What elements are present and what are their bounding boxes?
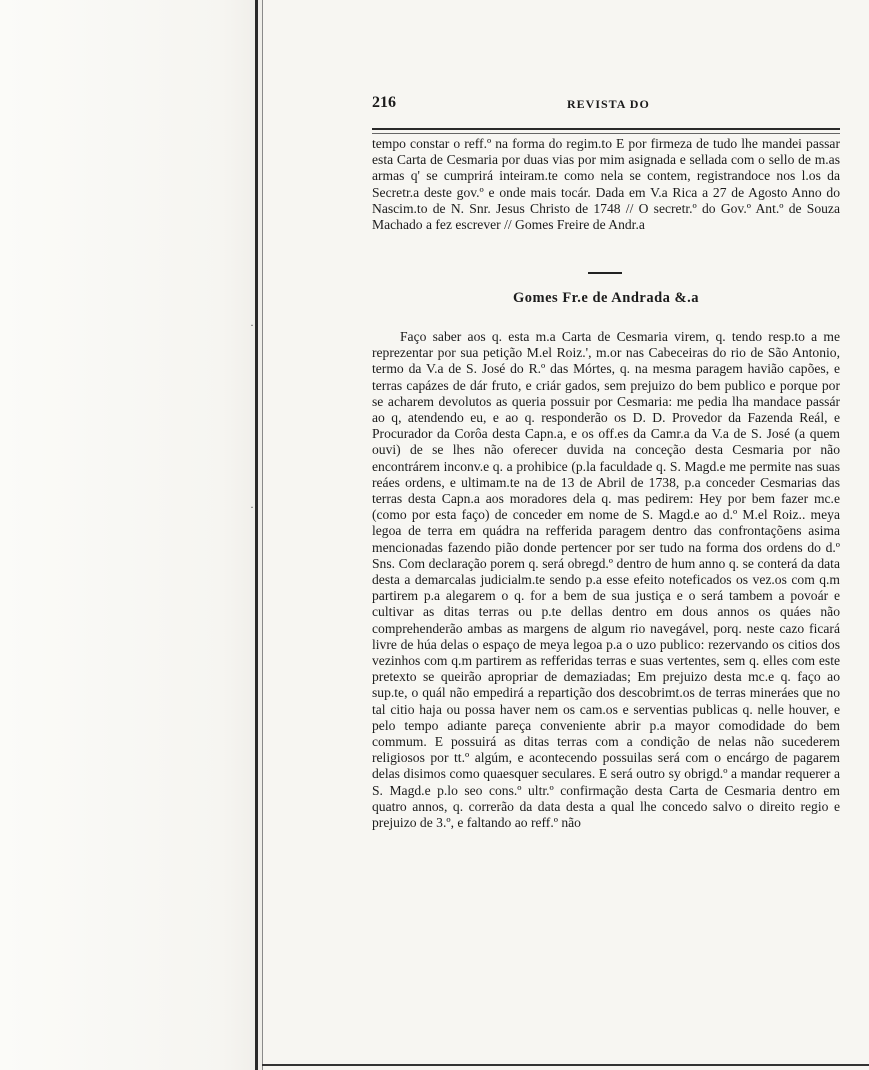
edge-mark: · <box>250 318 254 332</box>
book-spine-margin <box>0 0 262 1070</box>
bottom-edge <box>262 1064 869 1066</box>
page-header <box>372 94 840 116</box>
page-number: 216 <box>372 94 396 111</box>
running-title: REVISTA DO <box>567 97 650 111</box>
section-separator <box>588 272 622 274</box>
edge-mark: · <box>250 500 254 514</box>
paragraph-1: tempo constar o reff.º na forma do regim.to E por firmeza de tudo lhe mandei passar esta Carta de Cesmaria por duas vias por mim asignada e sellada com o sello de m.as armas q' se cumprirá inteiram.te como nela se contem, registrandoce nos l.os da Secretr.a deste gov.º e onde mais tocár. Dada em V.a Rica a 27 de Agosto Anno do Nascim.to de N. Snr. Jesus Christo de 1748 // O secretr.º do Gov.º Ant.º de Souza Machado a fez escrever // Gomes Freire de Andr.a <box>372 136 840 233</box>
section-heading: Gomes Fr.e de Andrada &.a <box>513 290 699 306</box>
gutter-line <box>255 0 258 1070</box>
header-rule <box>372 128 840 134</box>
paragraph-2: Faço saber aos q. esta m.a Carta de Cesmaria virem, q. tendo resp.to a me reprezentar por sua petição M.el Roiz.', m.or nas Cabeceiras do rio de São Antonio, termo da V.a de S. José do R.º das Mórtes, q. na mesma paragem havião capões, e terras capázes de dár fruto, e criár gados, sem prejuizo do bem publico e porque por se acharem devolutos as queria possuir por Cesmaria: me pedia lha mandace passár ao q, atendendo eu, e ao q. responderão os D. D. Provedor da Fazenda Reál, e Procurador da Corôa desta Capn.a, e os off.es da Camr.a da V.a de S. José (a quem ouvi) de se lhes não oferecer duvida na conceção desta Cesmaria por não encontrárem inconv.e q. a prohibice (p.la faculdade q. S. Magd.e me permite nas suas reáes ordens, e ultimam.te na de 13 de Abril de 1738, p.a conceder Cesmarias das terras desta Capn.a aos moradores dela q. mas pedirem: Hey por bem fazer mc.e (como por esta faço) de conceder em nome de S. Magd.e ao d.º M.el Roiz.. meya legoa de terra em quádra na refferida paragem dentro das confrontaçõens asima mencionadas fazendo pião donde pertencer por ser tudo na forma dos ordens do d.º Sns. Com declaração porem q. será obregd.º dentro de hum anno q. se conterá da data desta a demarcalas judicialm.te sendo p.a esse efeito noteficados os vez.os com q.m partirem p.a alegarem o q. for a bem de sua justiça e o será tambem a povoár e cultivar as ditas terras ou p.te dellas dentro em dous annos os quáes não comprehenderão ambas as margens de algum rio navegável, porq. neste cazo ficará livre de húa delas o espaço de meya legoa p.a o uzo publico: rezervando os citios dos vezinhos com q.m partirem as refferidas terras e suas vertentes, sem q. elles com este pretexto se queirão apropriar de demaziadas; Em prejuizo desta mc.e q. faço ao sup.te, o quál não empedirá a repartição dos descobrimt.os de terras mineráes que no tal citio haja ou possa haver nem os cam.os e serventias publicas q. nelle houver, e pelo tempo adiante pareça conveniente abrir p.a mayor comodidade do bem commum. E possuirá as ditas terras com a condição de nelas não sucederem religiosos por tt.º algúm, e acontecendo possuilas será com o encárgo de pagarem delas disimos como quaesquer seculares. E será outro sy obrigd.º a mandar requerer a S. Magd.e p.lo seo cons.º ultr.º confirmação desta Carta de Cesmaria dentro em quatro annos, q. correrão da data desta a qual lhe concedo salvo o direito regio e prejuizo de 3.º, e faltando ao reff.º não <box>372 329 840 831</box>
